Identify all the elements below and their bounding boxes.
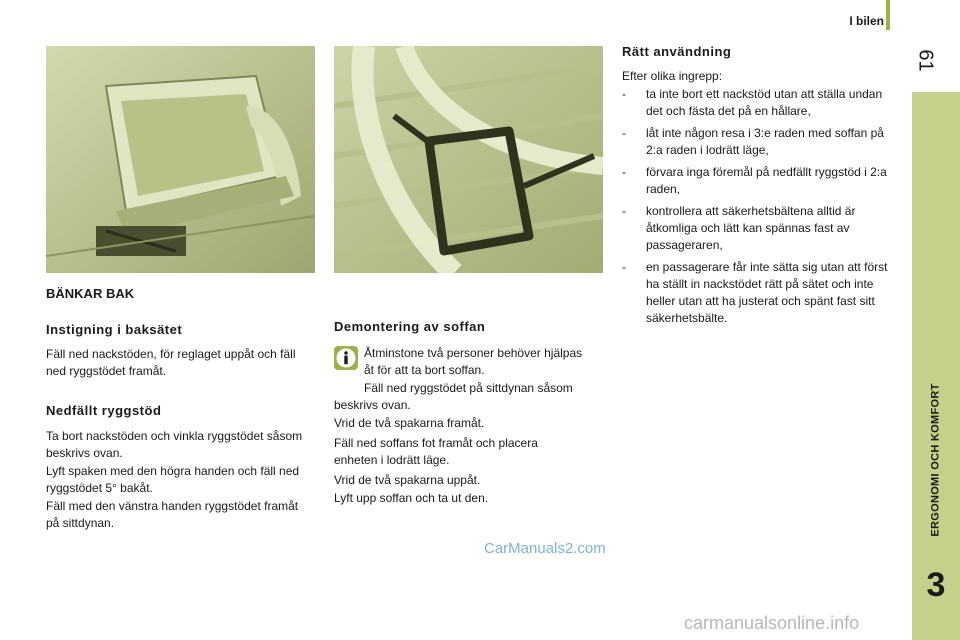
heading-nedfallt: Nedfällt ryggstöd	[46, 403, 162, 418]
usage-list	[622, 86, 894, 332]
info-icon	[334, 346, 358, 375]
text-demontering-5: Lyft upp soffan och ta ut den.	[334, 491, 489, 505]
info-text: Åtminstone två personer behöver hjälpas åt för att ta bort soffan.	[364, 346, 583, 377]
text-demontering-3: Fäll ned soffans fot framåt och placera enheten i lodrätt läge.	[334, 436, 538, 467]
text-demontering-4: Vrid de två spakarna uppåt.	[334, 473, 481, 487]
text-instigning: Fäll ned nackstöden, för reglaget uppåt och fäll ned ryggstödet framåt.	[46, 347, 296, 378]
watermark-carmanualsonline: carmanualsonline.info	[684, 613, 860, 633]
text-intro: Efter olika ingrepp:	[622, 69, 723, 83]
list-item: - en passagerare får inte sätta sig utan att först ha ställt in nackstödet rätt på sätet och inte heller utan att ha justerat och spänt fast sitt säkerhetsbälte.	[622, 259, 894, 327]
chapter-number: 3	[926, 566, 946, 604]
list-item: - ta inte bort ett nackstöd utan att ställa undan det och fästa det på en hållare,	[622, 86, 894, 120]
chapter-title: ERGONOMI OCH KOMFORT	[930, 383, 942, 537]
watermark-carmanuals2: CarManuals2.com	[484, 540, 606, 557]
page-number: 61	[914, 48, 937, 72]
heading-demontering: Demontering av soffan	[334, 319, 486, 334]
text-demontering-1: Fäll ned ryggstödet på sittdynan såsom beskrivs ovan.	[334, 381, 573, 412]
list-item: - förvara inga föremål på nedfällt ryggstöd i 2:a raden,	[622, 164, 894, 198]
text-nedfallt-3: Fäll med den vänstra handen ryggstödet framåt på sittdynan.	[46, 499, 299, 530]
photo-seat-mechanism	[334, 46, 603, 273]
heading-instigning: Instigning i baksätet	[46, 322, 183, 337]
photo-folded-seat	[46, 46, 315, 273]
text-nedfallt-1: Ta bort nackstöden och vinkla ryggstödet såsom beskrivs ovan.	[46, 429, 303, 460]
list-item: - kontrollera att säkerhetsbältena alltid är åtkomliga och lätt kan spännas fast av passageraren,	[622, 203, 894, 254]
heading-ratt-anvandning: Rätt användning	[622, 44, 732, 59]
section-title: I bilen	[849, 14, 884, 28]
header-accent-bar	[886, 0, 890, 30]
text-nedfallt-2: Lyft spaken med den högra handen och fäll ned ryggstödet 5° bakåt.	[46, 464, 300, 495]
text-demontering-2: Vrid de två spakarna framåt.	[334, 416, 485, 430]
list-item: - låt inte någon resa i 3:e raden med soffan på 2:a raden i lodrätt läge,	[622, 125, 894, 159]
section-heading-bankar-bak: BÄNKAR BAK	[46, 286, 135, 301]
